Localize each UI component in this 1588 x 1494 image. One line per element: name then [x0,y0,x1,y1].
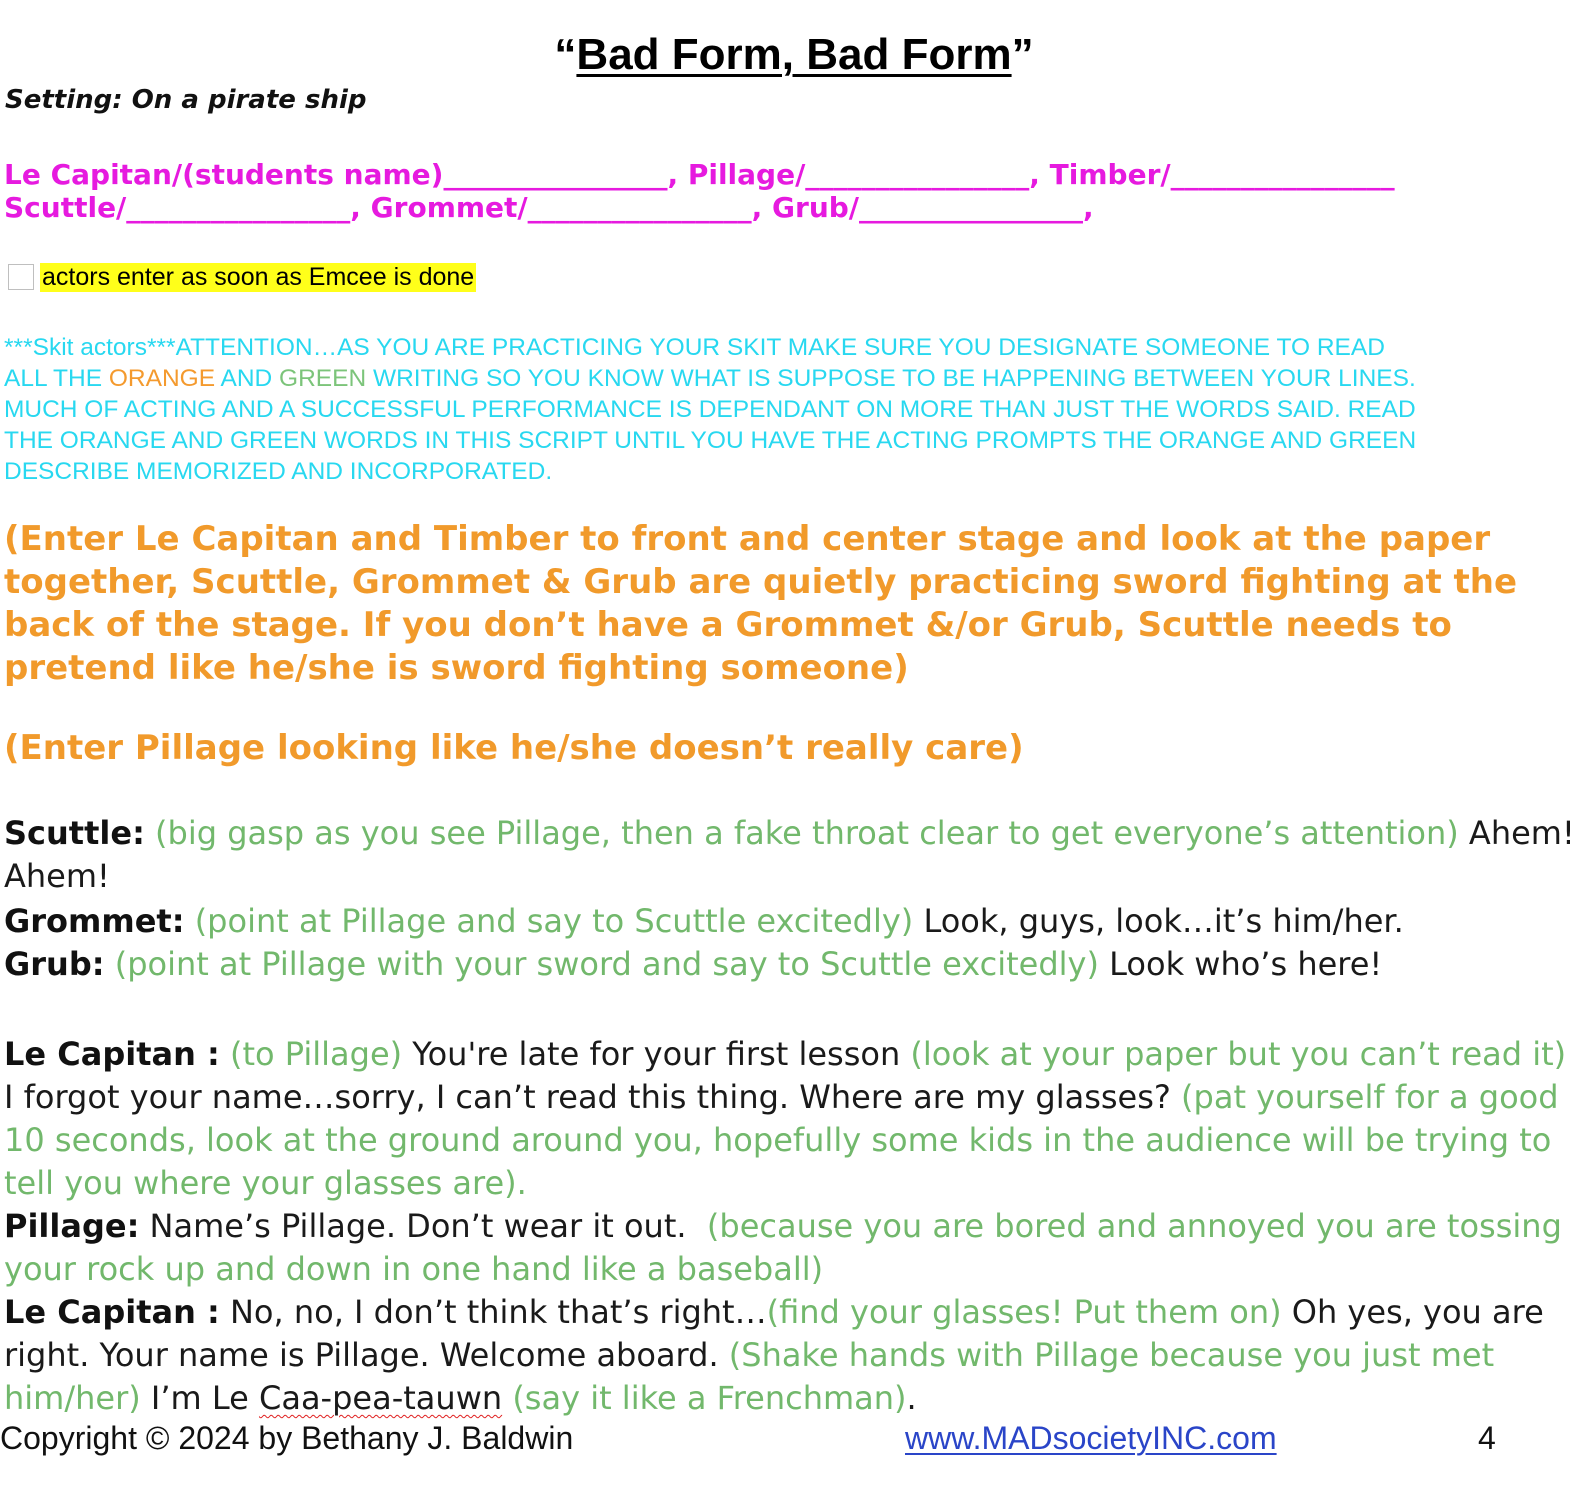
notice-text-2: AND [215,365,280,392]
dialogue: Ahem! Ahem! [4,814,1575,895]
attention-notice [4,332,1424,487]
notice-text-3: WRITING SO YOU KNOW WHAT IS SUPPOSE TO BE HAPPENING BETWEEN YOUR LINES. MUCH OF ACTING AND A SUCCESSFUL PERFORMANCE IS DEPENDANT ON MORE THAN JUST THE WORDS SAID. READ THE ORANGE AND GREEN WORDS IN THIS SCRIPT UNTIL YOU HAVE THE ACTING PROMPTS THE ORANGE AND GREEN DESCRIBE MEMORIZED AND INCORPORATED. [4,365,1417,485]
notice-green-word: GREEN [279,365,367,392]
script-block-2 [4,1033,1584,1420]
speaker-le-capitan: Le Capitan : [4,1293,220,1331]
cue-text: actors enter as soon as Emcee is done [42,262,475,291]
dialogue-end: . [906,1379,917,1417]
setting-line: Setting: On a pirate ship [5,85,367,115]
title-open-quote: “ [554,30,577,79]
footer-copyright: Copyright © 2024 by Bethany J. Baldwin [0,1420,574,1456]
acting-direction: (pat yourself for a good 10 seconds, look at the ground around you, hopefully some kids in the audience will be trying to tell you where your glasses are). [4,1078,1559,1202]
notice-text-1: ***Skit actors***ATTENTION…AS YOU ARE PRACTICING YOUR SKIT MAKE SURE YOU DESIGNATE SOMEONE TO READ ALL THE [4,334,1385,392]
acting-direction: (because you are bored and annoyed you are tossing your rock up and down in one hand like a baseball) [4,1207,1562,1288]
dialogue: No, no, I don’t think that’s right… [219,1293,767,1331]
speaker-pillage: Pillage: [4,1207,140,1245]
acting-direction: (point at Pillage with your sword and say to Scuttle excitedly) [104,945,1099,983]
notice-orange-word: ORANGE [108,365,216,392]
script-block-1 [4,812,1584,986]
script-line [4,900,1584,943]
script-line [4,1205,1584,1291]
dialogue: Oh yes, you are right. Your name is Pillage. Welcome aboard. [4,1293,1544,1374]
acting-direction: (Shake hands with Pillage because you just met him/her) [4,1336,1495,1417]
cast-line-1[interactable]: Le Capitan/(students name)________________, Pillage/________________, Timber/________________ [4,158,1395,191]
spellcheck-word: Caa-pea-tauwn [258,1379,503,1417]
dialogue: You're late for your first lesson [402,1035,911,1073]
dialogue: Look, guys, look…it’s him/her. [913,902,1404,940]
stage-direction-2: (Enter Pillage looking like he/she doesn’t really care) [4,728,1024,768]
acting-direction: (look at your paper but you can’t read it) [910,1035,1567,1073]
acting-direction: (point at Pillage and say to Scuttle excitedly) [184,902,914,940]
cast-line-2[interactable]: Scuttle/________________, Grommet/________________, Grub/________________, [4,191,1094,224]
acting-direction: (find your glasses! Put them on) [766,1293,1282,1331]
script-line [4,1033,1584,1205]
title-close-quote: ” [1011,30,1034,79]
speaker-scuttle: Scuttle: [4,814,145,852]
script-line [4,1291,1584,1420]
script-line [4,943,1584,986]
speaker-le-capitan: Le Capitan : [4,1035,220,1073]
dialogue: I forgot your name…sorry, I can’t read this thing. Where are my glasses? [4,1078,1182,1116]
page-number: 4 [1478,1420,1496,1456]
page-title [0,30,1588,80]
stage-direction-1: (Enter Le Capitan and Timber to front and center stage and look at the paper together, Scuttle, Grommet & Grub are quietly practicing sword fighting at the back of the stage. If you don’t have a Grommet &/or Grub, Scuttle needs to pretend like he/she is sword fighting someone) [4,519,1518,688]
speaker-grommet: Grommet: [4,902,185,940]
acting-direction: (to Pillage) [219,1035,403,1073]
cue-checkbox[interactable] [8,264,34,290]
dialogue: I’m Le [140,1379,259,1417]
script-line [4,812,1584,898]
speaker-grub: Grub: [4,945,105,983]
entrance-cue [8,262,476,292]
footer-website-link[interactable]: www.MADsocietyINC.com [905,1420,1277,1456]
dialogue: Look who’s here! [1098,945,1383,983]
acting-direction: (big gasp as you see Pillage, then a fake throat clear to get everyone’s attention) [144,814,1459,852]
title-text: Bad Form, Bad Form [576,30,1012,79]
dialogue: Name’s Pillage. Don’t wear it out. [139,1207,707,1245]
acting-direction: (say it like a Frenchman) [502,1379,907,1417]
